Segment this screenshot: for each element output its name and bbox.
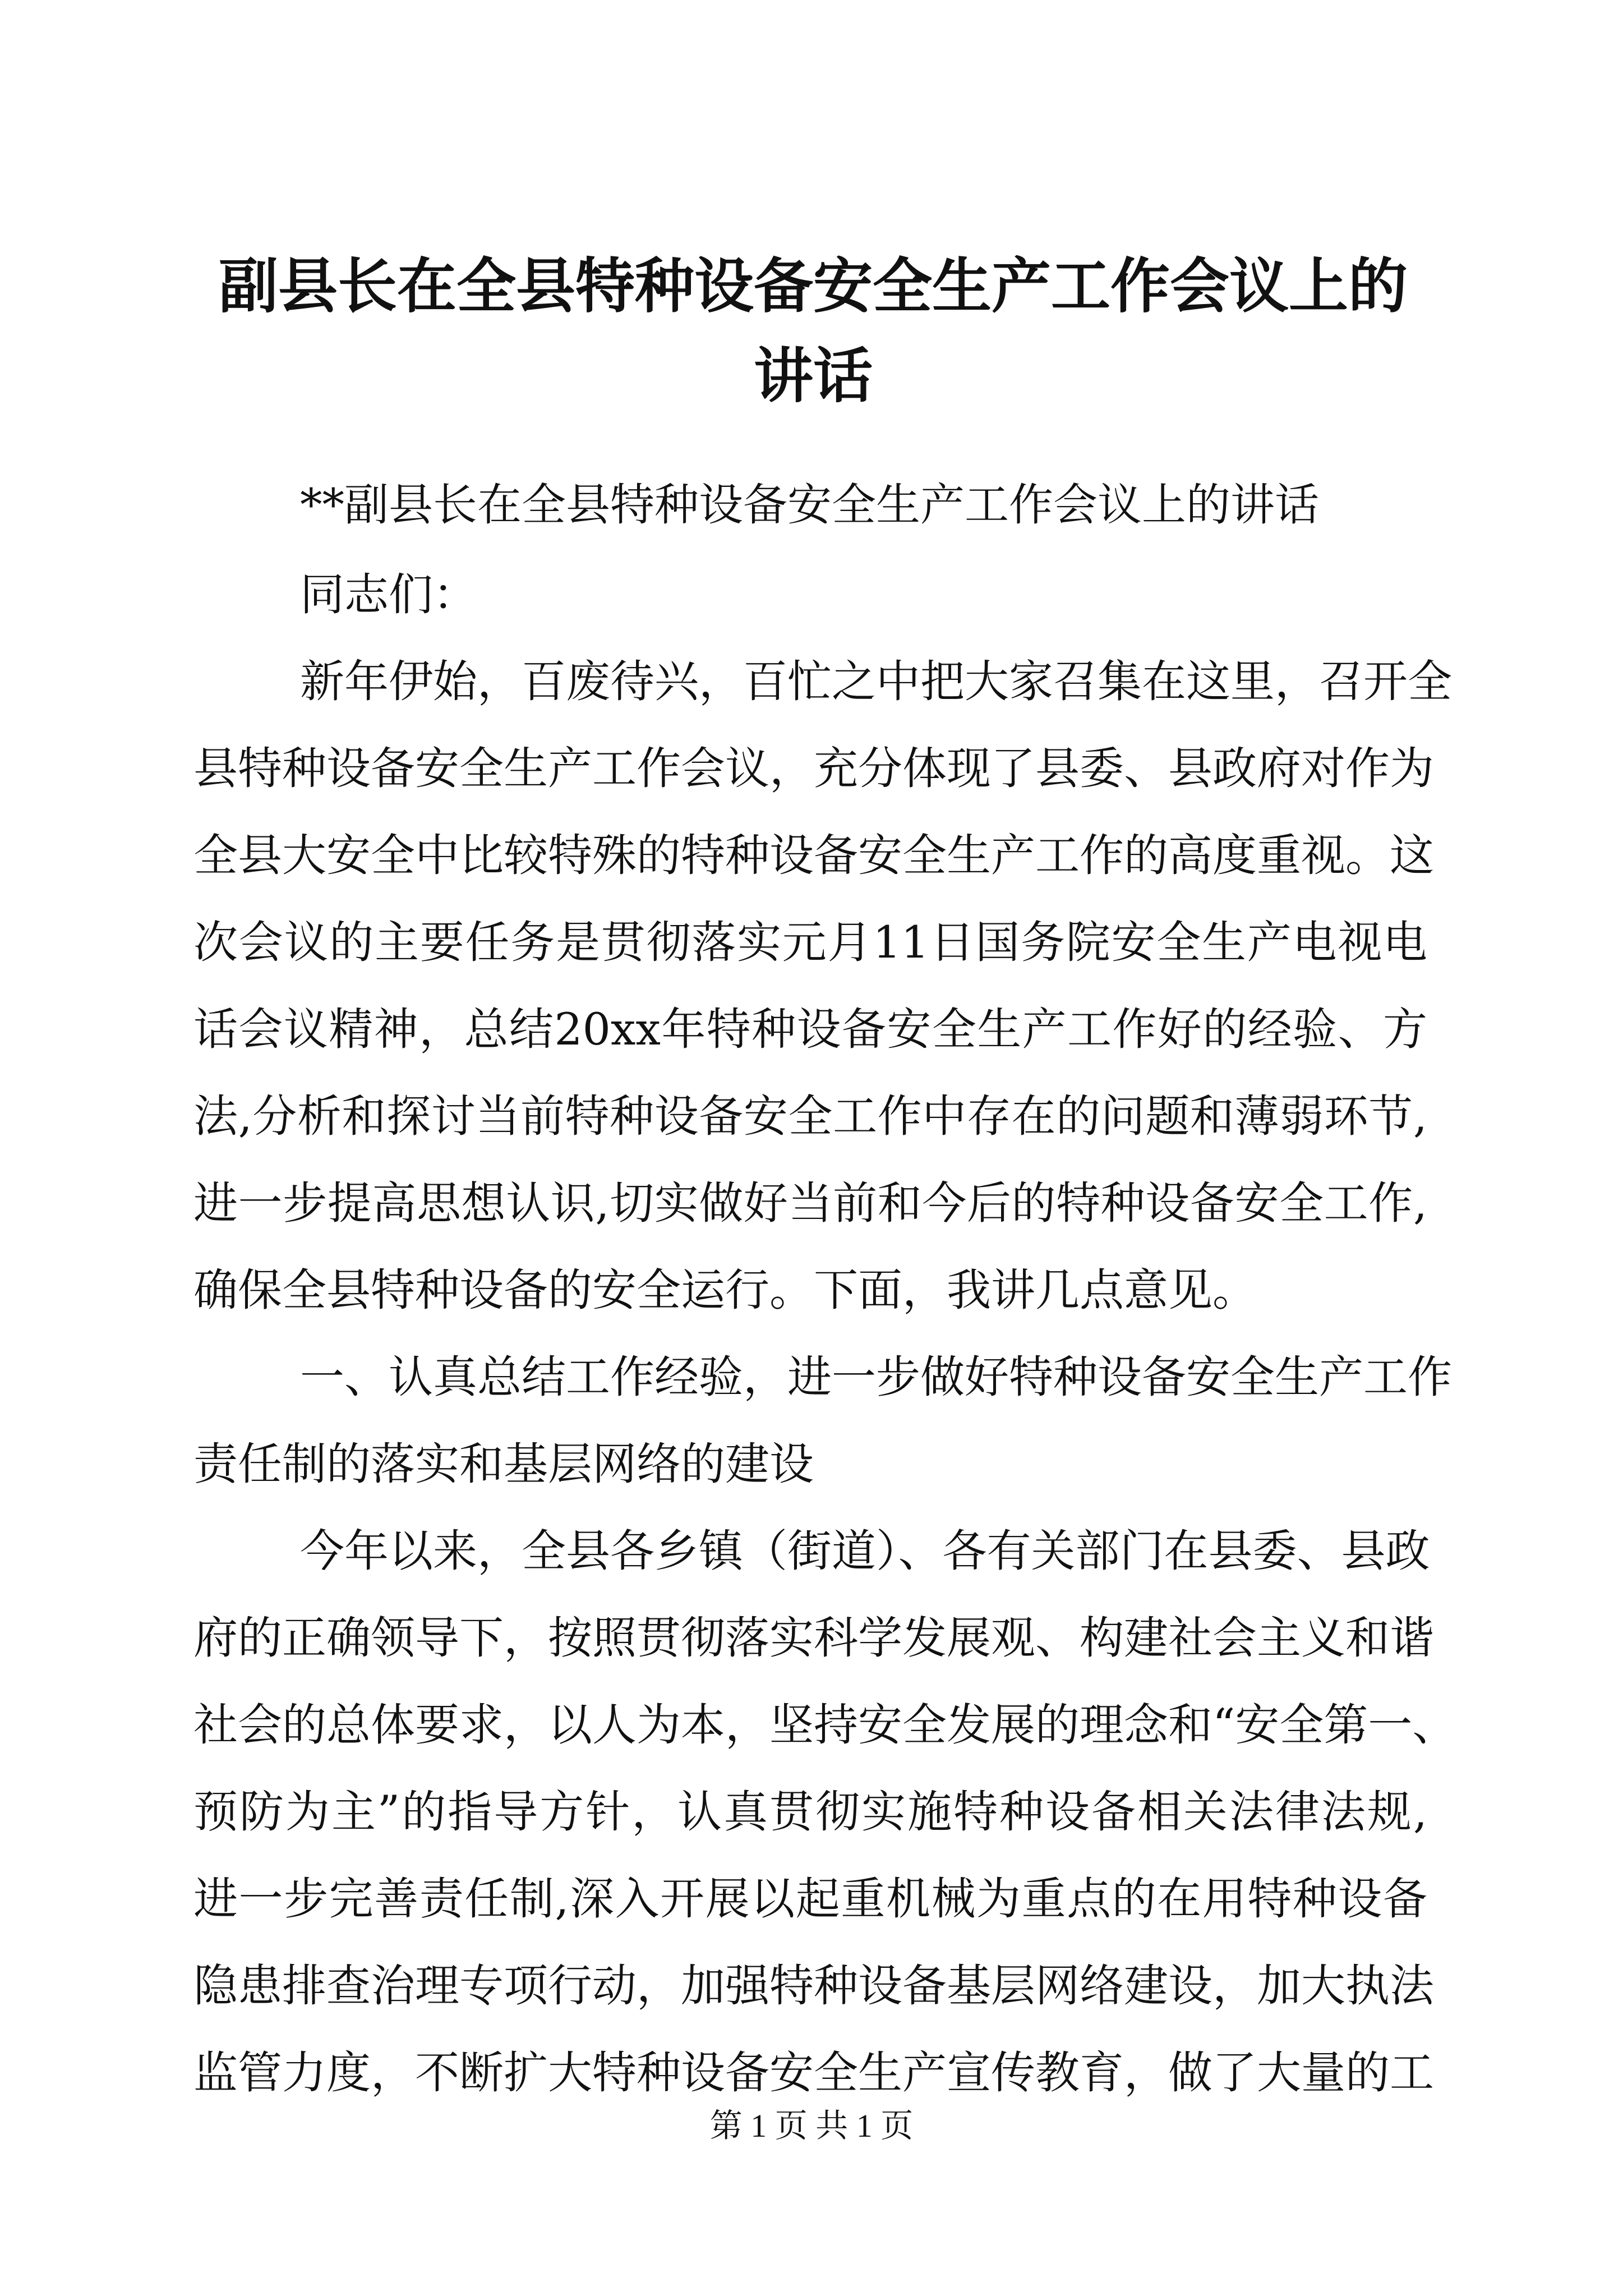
paragraph-line: 法,分析和探讨当前特种设备安全工作中存在的问题和薄弱环节, <box>193 1091 1427 1142</box>
paragraph-line: 次会议的主要任务是贯彻落实元月11日国务院安全生产电视电 <box>193 917 1427 968</box>
paragraph-line: 全县大安全中比较特殊的特种设备安全生产工作的高度重视。这 <box>193 830 1434 881</box>
document-title-line-2: 讲话 <box>754 341 873 411</box>
paragraph-line: 进一步完善责任制,深入开展以起重机械为重点的在用特种设备 <box>193 1873 1427 1925</box>
paragraph-line: 确保全县特种设备的安全运行。下面，我讲几点意见。 <box>193 1264 1257 1316</box>
section-heading-line: 一、认真总结工作经验，进一步做好特种设备安全生产工作 <box>300 1351 1452 1403</box>
document-title-line-1: 副县长在全县特种设备安全生产工作会议上的 <box>219 251 1408 321</box>
paragraph-line: 新年伊始，百废待兴，百忙之中把大家召集在这里，召开全 <box>300 656 1452 707</box>
section-heading-line: 责任制的落实和基层网络的建设 <box>193 1438 814 1490</box>
paragraph-line: 隐患排查治理专项行动，加强特种设备基层网络建设，加大执法 <box>193 1960 1434 2012</box>
page-number-footer: 第 1 页 共 1 页 <box>709 2108 914 2144</box>
subtitle-line: **副县长在全县特种设备安全生产工作会议上的讲话 <box>300 479 1319 531</box>
salutation: 同志们： <box>300 569 477 620</box>
paragraph-line: 监管力度，不断扩大特种设备安全生产宣传教育，做了大量的工 <box>193 2047 1434 2099</box>
paragraph-line: 进一步提高思想认识,切实做好当前和今后的特种设备安全工作, <box>193 1177 1427 1229</box>
paragraph-line: 社会的总体要求，以人为本，坚持安全发展的理念和“安全第一、 <box>193 1699 1457 1751</box>
paragraph-line: 话会议精神，总结20xx年特种设备安全生产工作好的经验、方 <box>193 1004 1427 1055</box>
paragraph-line: 县特种设备安全生产工作会议，充分体现了县委、县政府对作为 <box>193 743 1434 794</box>
paragraph-line: 府的正确领导下，按照贯彻落实科学发展观、构建社会主义和谐 <box>193 1612 1434 1664</box>
paragraph-line: 今年以来，全县各乡镇（街道）、各有关部门在县委、县政 <box>300 1525 1430 1577</box>
paragraph-line: 预防为主”的指导方针，认真贯彻实施特种设备相关法律法规, <box>193 1786 1427 1838</box>
